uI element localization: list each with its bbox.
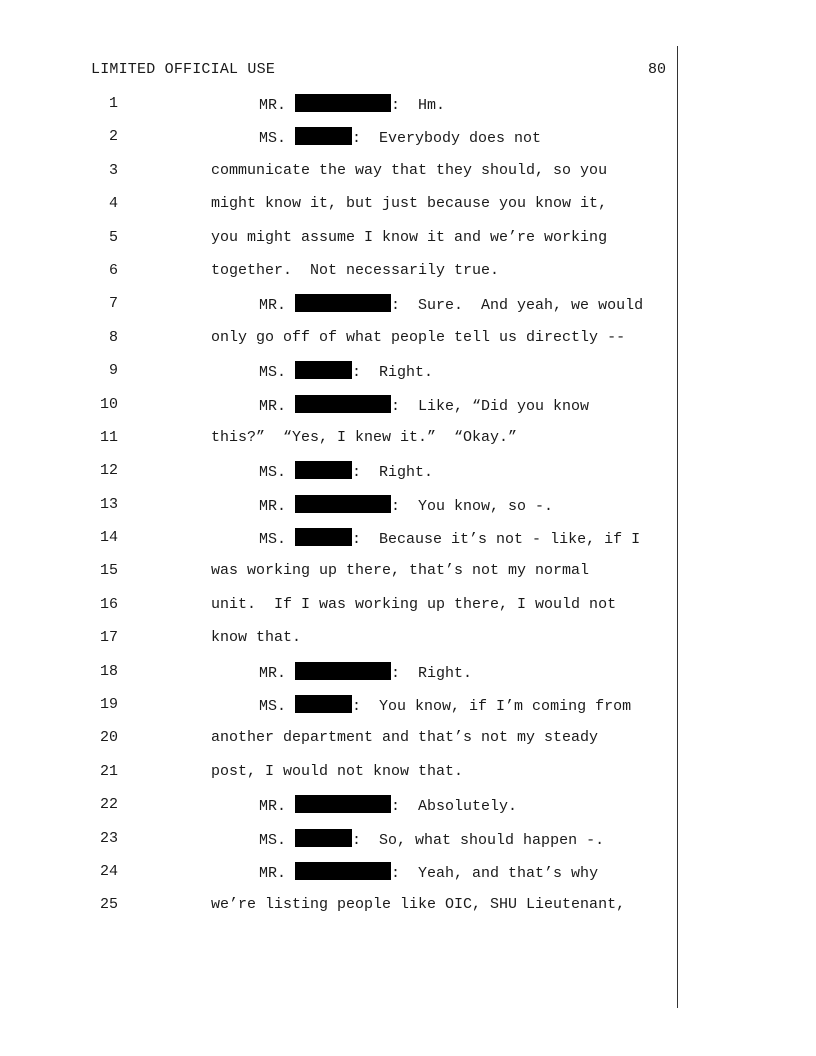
- line-number: 24: [99, 862, 118, 880]
- transcript-line: [0, 829, 680, 862]
- line-number: 20: [99, 729, 118, 747]
- speaker-line-text: [259, 127, 541, 149]
- line-number: 21: [99, 762, 118, 780]
- line-number: 13: [99, 495, 118, 513]
- transcript-line: [0, 194, 680, 227]
- line-text: [211, 895, 625, 915]
- transcript-line: [0, 662, 680, 695]
- line-number: 23: [99, 829, 118, 847]
- spoken-text: this?” “Yes, I knew it.” “Okay.”: [211, 428, 518, 446]
- spoken-text: : Yeah, and that’s why: [391, 864, 599, 882]
- line-number: 5: [108, 228, 118, 246]
- line-number: 19: [99, 696, 118, 714]
- line-number: 6: [108, 261, 118, 279]
- spoken-text: : Like, “Did you know: [391, 397, 590, 415]
- transcript-line: [0, 895, 680, 928]
- line-text: [211, 261, 499, 281]
- spoken-text: communicate the way that they should, so you: [211, 161, 608, 179]
- transcript-line: [0, 561, 680, 594]
- classification-header: LIMITED OFFICIAL USE: [91, 61, 276, 78]
- line-number: 9: [108, 362, 118, 380]
- line-text: [211, 595, 616, 615]
- transcript-line: [0, 228, 680, 261]
- transcript-line: [0, 795, 680, 828]
- page-number: 80: [647, 61, 666, 78]
- speaker-title: MR.: [259, 664, 287, 682]
- redaction-box: [295, 662, 391, 680]
- redaction-box: [295, 862, 391, 880]
- line-number: 25: [99, 896, 118, 914]
- speaker-line-text: [259, 528, 640, 550]
- transcript-line: [0, 328, 680, 361]
- transcript-line: [0, 495, 680, 528]
- spoken-text: : You know, if I’m coming from: [352, 698, 632, 716]
- transcript-line: [0, 428, 680, 461]
- speaker-title: MR.: [259, 397, 287, 415]
- line-number: 18: [99, 662, 118, 680]
- transcript-line: [0, 94, 680, 127]
- transcript-line: [0, 862, 680, 895]
- redaction-box: [295, 127, 352, 145]
- speaker-line-text: [259, 395, 589, 417]
- spoken-text: : Right.: [352, 364, 434, 382]
- speaker-title: MS.: [259, 464, 287, 482]
- transcript-line: [0, 461, 680, 494]
- redaction-box: [295, 461, 352, 479]
- line-text: [211, 728, 598, 748]
- spoken-text: might know it, but just because you know it,: [211, 195, 608, 213]
- spoken-text: unit. If I was working up there, I would not: [211, 595, 617, 613]
- speaker-title: MS.: [259, 698, 287, 716]
- speaker-line-text: [259, 662, 472, 684]
- redaction-box: [295, 361, 352, 379]
- speaker-line-text: [259, 361, 433, 383]
- speaker-line-text: [259, 795, 517, 817]
- line-number: 17: [99, 629, 118, 647]
- line-number: 11: [99, 428, 118, 446]
- spoken-text: : Right.: [352, 464, 434, 482]
- speaker-title: MS.: [259, 531, 287, 549]
- transcript-line: [0, 528, 680, 561]
- transcript-line: [0, 294, 680, 327]
- transcript-line: [0, 595, 680, 628]
- spoken-text: : Because it’s not - like, if I: [352, 531, 641, 549]
- speaker-line-text: [259, 461, 433, 483]
- redaction-box: [295, 94, 391, 112]
- line-text: [211, 628, 301, 648]
- spoken-text: : You know, so -.: [391, 497, 554, 515]
- spoken-text: : So, what should happen -.: [352, 831, 605, 849]
- transcript-line: [0, 728, 680, 761]
- speaker-title: MR.: [259, 97, 287, 114]
- speaker-line-text: [259, 294, 643, 316]
- line-text: [211, 561, 589, 581]
- speaker-title: MR.: [259, 864, 287, 882]
- speaker-title: MR.: [259, 497, 287, 515]
- spoken-text: : Right.: [391, 664, 473, 682]
- transcript-line: [0, 395, 680, 428]
- transcript-line: [0, 762, 680, 795]
- spoken-text: another department and that’s not my steady: [211, 729, 599, 747]
- redaction-box: [295, 829, 352, 847]
- line-number: 7: [108, 295, 118, 313]
- speaker-title: MS.: [259, 130, 287, 148]
- line-number: 10: [99, 395, 118, 413]
- redaction-box: [295, 795, 391, 813]
- line-text: [211, 228, 607, 248]
- speaker-line-text: [259, 695, 631, 717]
- redaction-box: [295, 528, 352, 546]
- speaker-title: MR.: [259, 297, 287, 315]
- spoken-text: know that.: [211, 629, 302, 647]
- spoken-text: together. Not necessarily true.: [211, 261, 500, 279]
- line-number: 16: [99, 595, 118, 613]
- line-number: 3: [108, 161, 118, 179]
- line-number: 2: [108, 128, 118, 146]
- spoken-text: we’re listing people like OIC, SHU Lieutenant,: [211, 896, 626, 914]
- spoken-text: : Hm.: [391, 97, 446, 114]
- transcript-lines: [0, 94, 680, 929]
- speaker-line-text: [259, 829, 604, 851]
- transcript-line: [0, 628, 680, 661]
- line-text: [211, 762, 463, 782]
- speaker-title: MR.: [259, 798, 287, 816]
- line-text: [211, 194, 607, 214]
- spoken-text: post, I would not know that.: [211, 762, 464, 780]
- transcript-line: [0, 161, 680, 194]
- transcript-line: [0, 361, 680, 394]
- line-number: 15: [99, 562, 118, 580]
- spoken-text: you might assume I know it and we’re working: [211, 228, 608, 246]
- speaker-line-text: [259, 94, 445, 116]
- spoken-text: : Sure. And yeah, we would: [391, 297, 644, 315]
- line-number: 14: [99, 529, 118, 547]
- spoken-text: : Absolutely.: [391, 798, 518, 816]
- line-text: [211, 428, 517, 448]
- redaction-box: [295, 495, 391, 513]
- transcript-line: [0, 261, 680, 294]
- line-number: 1: [108, 95, 118, 112]
- spoken-text: was working up there, that’s not my normal: [211, 562, 590, 580]
- spoken-text: : Everybody does not: [352, 130, 542, 148]
- redaction-box: [295, 395, 391, 413]
- speaker-title: MS.: [259, 364, 287, 382]
- redaction-box: [295, 695, 352, 713]
- transcript-line: [0, 695, 680, 728]
- line-number: 22: [99, 796, 118, 814]
- speaker-line-text: [259, 862, 598, 884]
- speaker-title: MS.: [259, 831, 287, 849]
- line-number: 12: [99, 462, 118, 480]
- redaction-box: [295, 294, 391, 312]
- speaker-line-text: [259, 495, 553, 517]
- line-text: [211, 328, 625, 348]
- line-number: 8: [108, 328, 118, 346]
- line-number: 4: [108, 195, 118, 213]
- spoken-text: only go off of what people tell us directly --: [211, 328, 626, 346]
- line-text: [211, 161, 607, 181]
- transcript-line: [0, 127, 680, 160]
